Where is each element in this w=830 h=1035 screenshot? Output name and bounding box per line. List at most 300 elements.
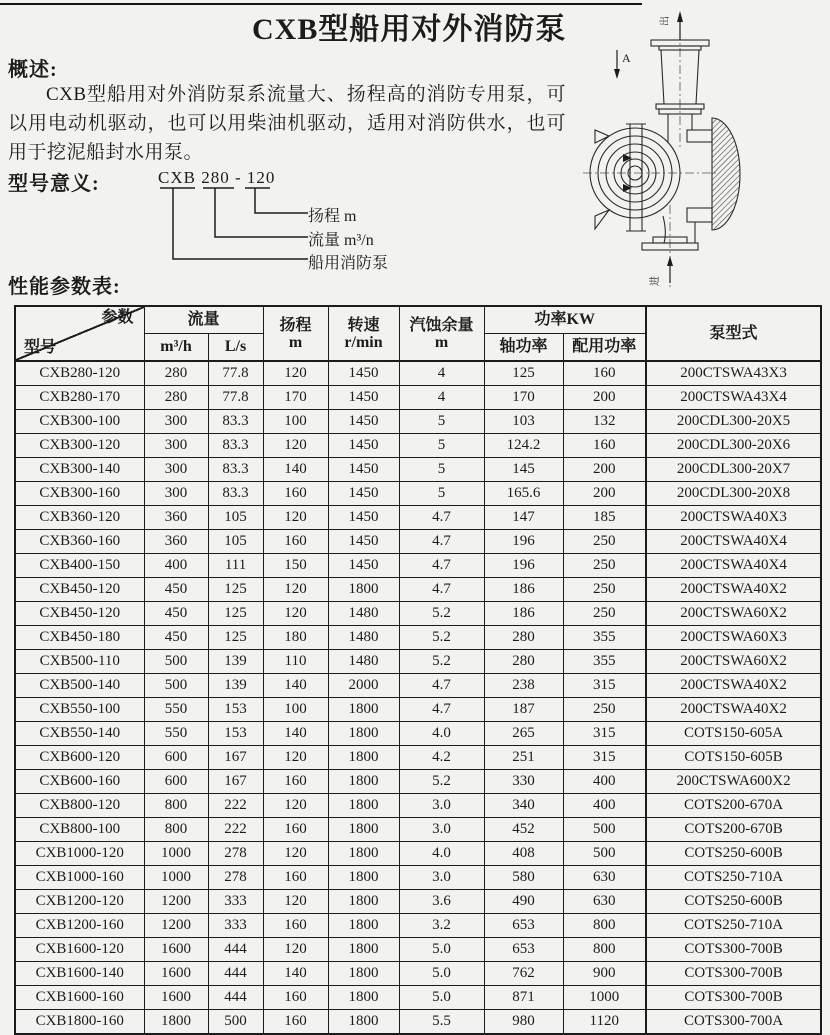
cell-model: CXB1200-120 [15,890,144,914]
cell-head: 120 [263,842,328,866]
cell-pump-type: 200CTSWA60X3 [646,626,821,650]
cell-npsh: 5.2 [399,626,484,650]
cell-pump-type: COTS300-700A [646,1010,821,1035]
cell-pump-type: 200CTSWA40X4 [646,530,821,554]
cell-rated-power: 355 [563,626,646,650]
cell-rated-power: 1120 [563,1010,646,1035]
cell-head: 160 [263,818,328,842]
cell-flow-m3h: 1600 [144,938,208,962]
cell-head: 180 [263,626,328,650]
cell-rated-power: 800 [563,914,646,938]
shaft-power-header: 轴功率 [484,334,563,362]
cell-head: 120 [263,434,328,458]
cell-head: 160 [263,1010,328,1035]
cell-npsh: 4.2 [399,746,484,770]
cell-rated-power: 160 [563,434,646,458]
cell-shaft-power: 653 [484,914,563,938]
cell-pump-type: 200CTSWA43X3 [646,361,821,386]
cell-npsh: 5 [399,434,484,458]
cell-head: 120 [263,890,328,914]
cell-head: 140 [263,962,328,986]
flow-in-arrow [648,256,673,286]
cell-flow-ls: 167 [208,746,263,770]
cell-pump-type: 200CTSWA43X4 [646,386,821,410]
cell-pump-type: 200CDL300-20X8 [646,482,821,506]
table-row [15,842,821,866]
cell-flow-ls: 333 [208,890,263,914]
cell-shaft-power: 340 [484,794,563,818]
cell-npsh: 4.7 [399,506,484,530]
cell-npsh: 5 [399,410,484,434]
pump-technical-drawing [575,0,830,295]
cell-model: CXB300-160 [15,482,144,506]
corner-header-cell [15,306,144,361]
cell-speed: 1800 [328,962,399,986]
cell-model: CXB1600-160 [15,986,144,1010]
cell-rated-power: 1000 [563,986,646,1010]
cell-npsh: 5.0 [399,962,484,986]
cell-pump-type: COTS200-670B [646,818,821,842]
table-row [15,938,821,962]
cell-flow-ls: 77.8 [208,361,263,386]
model-meaning-heading: 型号意义: [8,173,100,195]
cell-shaft-power: 186 [484,578,563,602]
cell-flow-m3h: 450 [144,578,208,602]
cell-head: 100 [263,698,328,722]
cell-speed: 1480 [328,650,399,674]
cell-flow-m3h: 500 [144,674,208,698]
cell-flow-m3h: 550 [144,698,208,722]
cell-flow-m3h: 800 [144,818,208,842]
cell-flow-m3h: 1800 [144,1010,208,1035]
cell-model: CXB800-120 [15,794,144,818]
cell-flow-m3h: 500 [144,650,208,674]
model-example-code: CXB 280 - 120 [158,168,276,187]
cell-speed: 1800 [328,986,399,1010]
cell-npsh: 5 [399,482,484,506]
cell-rated-power: 250 [563,554,646,578]
table-row [15,986,821,1010]
cell-head: 160 [263,530,328,554]
cell-rated-power: 132 [563,410,646,434]
cell-npsh: 4.0 [399,722,484,746]
cell-speed: 1800 [328,578,399,602]
cell-rated-power: 200 [563,482,646,506]
flow-m3h-header: m³/h [144,334,208,362]
cell-model: CXB550-140 [15,722,144,746]
cell-rated-power: 250 [563,578,646,602]
cell-rated-power: 250 [563,698,646,722]
head-column-header [263,306,328,361]
cell-speed: 1450 [328,386,399,410]
cell-model: CXB500-110 [15,650,144,674]
cell-head: 120 [263,361,328,386]
cell-flow-m3h: 300 [144,434,208,458]
cell-speed: 1800 [328,866,399,890]
cell-flow-ls: 444 [208,986,263,1010]
cell-pump-type: 200CTSWA60X2 [646,650,821,674]
cell-pump-type: COTS150-605B [646,746,821,770]
cell-flow-ls: 105 [208,530,263,554]
cell-flow-ls: 333 [208,914,263,938]
cell-flow-ls: 83.3 [208,410,263,434]
cell-rated-power: 500 [563,818,646,842]
cell-head: 150 [263,554,328,578]
cell-npsh: 3.0 [399,818,484,842]
model-bracket-lines [150,183,315,265]
table-row [15,1010,821,1035]
cell-speed: 1800 [328,842,399,866]
cell-shaft-power: 980 [484,1010,563,1035]
model-label-flow: 流量 m³/n [308,232,374,249]
table-row [15,602,821,626]
cell-speed: 1480 [328,626,399,650]
cell-shaft-power: 871 [484,986,563,1010]
flow-group-header: 流量 [144,306,263,334]
cell-flow-ls: 77.8 [208,386,263,410]
cell-rated-power: 630 [563,890,646,914]
cell-pump-type: COTS250-600B [646,842,821,866]
cell-model: CXB450-120 [15,578,144,602]
cell-shaft-power: 165.6 [484,482,563,506]
cell-pump-type: 200CDL300-20X5 [646,410,821,434]
npsh-column-header [399,306,484,361]
cell-shaft-power: 187 [484,698,563,722]
cell-model: CXB550-100 [15,698,144,722]
cell-shaft-power: 145 [484,458,563,482]
cell-npsh: 5.2 [399,650,484,674]
cell-rated-power: 400 [563,794,646,818]
cell-speed: 2000 [328,674,399,698]
cell-shaft-power: 330 [484,770,563,794]
cell-rated-power: 250 [563,602,646,626]
cell-npsh: 5.0 [399,938,484,962]
cell-pump-type: COTS150-605A [646,722,821,746]
cell-flow-m3h: 600 [144,746,208,770]
cell-shaft-power: 147 [484,506,563,530]
cell-rated-power: 200 [563,386,646,410]
cell-model: CXB1600-140 [15,962,144,986]
cell-shaft-power: 280 [484,650,563,674]
cell-shaft-power: 103 [484,410,563,434]
cell-flow-ls: 278 [208,866,263,890]
cell-speed: 1800 [328,746,399,770]
table-row [15,650,821,674]
flow-out-arrow [658,11,683,40]
cell-shaft-power: 196 [484,530,563,554]
cell-shaft-power: 452 [484,818,563,842]
cell-flow-m3h: 1000 [144,866,208,890]
cell-head: 160 [263,986,328,1010]
cell-head: 160 [263,482,328,506]
cell-model: CXB280-120 [15,361,144,386]
cell-shaft-power: 265 [484,722,563,746]
table-row [15,482,821,506]
cell-flow-m3h: 450 [144,626,208,650]
cell-head: 120 [263,506,328,530]
cell-flow-m3h: 1200 [144,914,208,938]
cell-model: CXB280-170 [15,386,144,410]
cell-model: CXB300-100 [15,410,144,434]
table-row [15,361,821,386]
pump-type-header: 泵型式 [646,306,821,361]
cell-flow-m3h: 280 [144,386,208,410]
overview-paragraph: CXB型船用对外消防泵系流量大、扬程高的消防专用泵，可以用电动机驱动，也可以用柴油机驱动，适用对消防供水，也可用于挖泥船封水用泵。 [8,84,566,163]
cell-model: CXB600-120 [15,746,144,770]
cell-flow-ls: 222 [208,794,263,818]
table-row [15,746,821,770]
cell-head: 120 [263,578,328,602]
table-row [15,410,821,434]
cell-flow-m3h: 1600 [144,962,208,986]
cell-model: CXB360-120 [15,506,144,530]
cell-npsh: 4.7 [399,698,484,722]
cell-head: 120 [263,794,328,818]
cell-speed: 1450 [328,482,399,506]
cell-head: 110 [263,650,328,674]
cell-shaft-power: 490 [484,890,563,914]
table-row [15,506,821,530]
speed-unit: r/min [344,333,383,351]
cell-speed: 1800 [328,794,399,818]
cell-npsh: 4 [399,361,484,386]
cell-flow-m3h: 800 [144,794,208,818]
cell-speed: 1450 [328,410,399,434]
cell-speed: 1480 [328,602,399,626]
cell-flow-m3h: 300 [144,458,208,482]
cell-flow-m3h: 300 [144,482,208,506]
cell-pump-type: COTS250-710A [646,914,821,938]
model-label-head: 扬程 m [308,208,357,225]
cell-head: 100 [263,410,328,434]
performance-table-grid [14,305,822,1035]
cell-npsh: 4 [399,386,484,410]
cell-model: CXB400-150 [15,554,144,578]
cell-shaft-power: 238 [484,674,563,698]
cell-rated-power: 500 [563,842,646,866]
cell-flow-ls: 83.3 [208,434,263,458]
page-title: CXB型船用对外消防泵 [252,13,567,46]
cell-npsh: 5 [399,458,484,482]
pump-body-outline [590,40,712,250]
table-body [15,361,821,1034]
cell-head: 140 [263,722,328,746]
cell-shaft-power: 280 [484,626,563,650]
cell-model: CXB1600-120 [15,938,144,962]
cell-pump-type: 200CTSWA40X3 [646,506,821,530]
overview-heading: 概述: [8,59,58,81]
cell-model: CXB300-140 [15,458,144,482]
cell-speed: 1450 [328,506,399,530]
cell-speed: 1800 [328,1010,399,1035]
power-group-header: 功率KW [484,306,646,334]
cell-flow-ls: 125 [208,626,263,650]
cell-npsh: 4.7 [399,578,484,602]
cell-flow-ls: 83.3 [208,482,263,506]
cell-flow-ls: 278 [208,842,263,866]
cell-rated-power: 355 [563,650,646,674]
section-label: A [622,51,631,65]
table-row [15,890,821,914]
table-row [15,386,821,410]
cell-shaft-power: 124.2 [484,434,563,458]
cell-flow-ls: 139 [208,674,263,698]
table-row [15,866,821,890]
cell-shaft-power: 762 [484,962,563,986]
cell-npsh: 3.2 [399,914,484,938]
cell-pump-type: 200CTSWA40X2 [646,674,821,698]
cell-flow-m3h: 550 [144,722,208,746]
cell-head: 140 [263,458,328,482]
cell-npsh: 4.0 [399,842,484,866]
cell-npsh: 3.0 [399,794,484,818]
cell-speed: 1450 [328,458,399,482]
cell-head: 120 [263,938,328,962]
cell-head: 120 [263,746,328,770]
cell-npsh: 4.7 [399,554,484,578]
cell-speed: 1800 [328,770,399,794]
cell-flow-ls: 153 [208,698,263,722]
cell-flow-ls: 83.3 [208,458,263,482]
cell-npsh: 5.2 [399,770,484,794]
cell-model: CXB800-100 [15,818,144,842]
cell-flow-m3h: 400 [144,554,208,578]
corner-param-label: 参数 [101,309,134,326]
cell-head: 170 [263,386,328,410]
cell-model: CXB450-180 [15,626,144,650]
cell-flow-m3h: 360 [144,506,208,530]
flow-in-label: 进 [650,276,661,286]
cell-shaft-power: 408 [484,842,563,866]
cell-model: CXB300-120 [15,434,144,458]
cell-pump-type: COTS300-700B [646,962,821,986]
speed-label: 转速 [347,316,380,334]
motor-dome-hatched [712,118,740,230]
performance-table-heading: 性能参数表: [8,276,121,298]
table-row [15,578,821,602]
cell-model: CXB360-160 [15,530,144,554]
cell-flow-ls: 125 [208,602,263,626]
cell-speed: 1450 [328,361,399,386]
cell-npsh: 5.2 [399,602,484,626]
cell-flow-ls: 105 [208,506,263,530]
cell-pump-type: COTS250-600B [646,890,821,914]
cell-pump-type: 200CTSWA600X2 [646,770,821,794]
cell-pump-type: 200CTSWA40X2 [646,698,821,722]
cell-pump-type: 200CDL300-20X7 [646,458,821,482]
cell-flow-m3h: 450 [144,602,208,626]
cell-flow-m3h: 360 [144,530,208,554]
cell-rated-power: 315 [563,746,646,770]
cell-pump-type: COTS300-700B [646,938,821,962]
cell-speed: 1450 [328,434,399,458]
table-row [15,458,821,482]
cell-flow-m3h: 600 [144,770,208,794]
table-row [15,530,821,554]
cell-speed: 1800 [328,938,399,962]
cell-pump-type: COTS300-700B [646,986,821,1010]
cell-shaft-power: 251 [484,746,563,770]
cell-speed: 1800 [328,818,399,842]
performance-table [14,305,822,1035]
cell-head: 160 [263,866,328,890]
model-label-pump: 船用消防泵 [308,255,389,272]
cell-npsh: 3.0 [399,866,484,890]
cell-rated-power: 250 [563,530,646,554]
cell-rated-power: 160 [563,361,646,386]
cell-npsh: 5.5 [399,1010,484,1035]
cell-npsh: 5.0 [399,986,484,1010]
cell-flow-ls: 444 [208,962,263,986]
cell-speed: 1800 [328,722,399,746]
rated-power-header: 配用功率 [563,334,646,362]
cell-speed: 1450 [328,554,399,578]
table-row [15,626,821,650]
table-row [15,770,821,794]
cell-pump-type: 200CTSWA40X2 [646,578,821,602]
cell-flow-ls: 111 [208,554,263,578]
cell-rated-power: 315 [563,722,646,746]
cell-rated-power: 200 [563,458,646,482]
table-row [15,674,821,698]
cell-rated-power: 800 [563,938,646,962]
cell-flow-ls: 153 [208,722,263,746]
cell-shaft-power: 196 [484,554,563,578]
cell-flow-ls: 444 [208,938,263,962]
speed-column-header [328,306,399,361]
head-label: 扬程 [279,316,312,334]
cell-pump-type: 200CTSWA40X4 [646,554,821,578]
cell-flow-m3h: 1200 [144,890,208,914]
cell-model: CXB450-120 [15,602,144,626]
cell-head: 140 [263,674,328,698]
cell-flow-ls: 222 [208,818,263,842]
cell-head: 120 [263,602,328,626]
cell-speed: 1800 [328,890,399,914]
cell-pump-type: 200CTSWA60X2 [646,602,821,626]
cell-shaft-power: 186 [484,602,563,626]
cell-shaft-power: 170 [484,386,563,410]
cell-npsh: 3.6 [399,890,484,914]
flow-ls-header: L/s [208,334,263,362]
section-arrow [614,50,631,79]
cell-speed: 1450 [328,530,399,554]
cell-npsh: 4.7 [399,530,484,554]
npsh-label: 汽蚀余量 [409,316,474,334]
cell-flow-ls: 139 [208,650,263,674]
cell-model: CXB1200-160 [15,914,144,938]
cell-speed: 1800 [328,698,399,722]
cell-model: CXB1800-160 [15,1010,144,1035]
cell-pump-type: COTS200-670A [646,794,821,818]
cell-rated-power: 400 [563,770,646,794]
table-row [15,722,821,746]
cell-head: 160 [263,914,328,938]
cell-shaft-power: 580 [484,866,563,890]
flow-out-label: 出 [660,16,671,26]
cell-model: CXB1000-160 [15,866,144,890]
cell-rated-power: 185 [563,506,646,530]
corner-model-label: 型号 [24,339,57,356]
table-row [15,794,821,818]
cell-pump-type: 200CDL300-20X6 [646,434,821,458]
cell-pump-type: COTS250-710A [646,866,821,890]
cell-rated-power: 900 [563,962,646,986]
table-row [15,914,821,938]
cell-shaft-power: 653 [484,938,563,962]
npsh-unit: m [434,333,449,351]
cell-model: CXB600-160 [15,770,144,794]
